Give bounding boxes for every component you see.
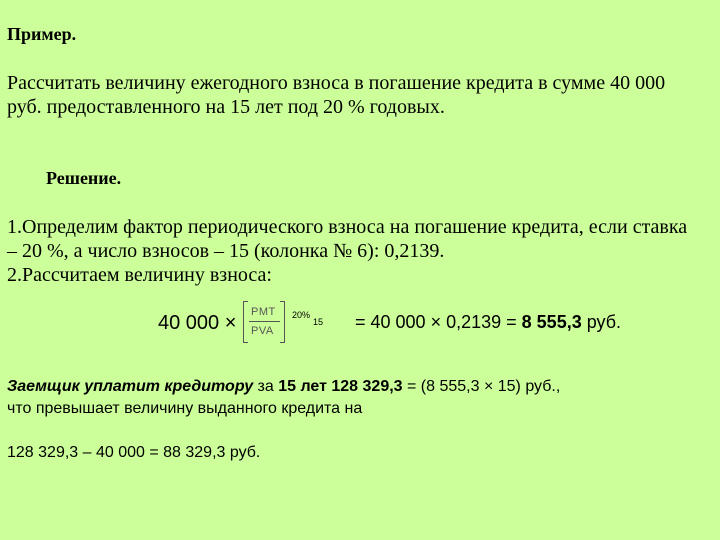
formula-lhs: 40 000 ×	[158, 312, 237, 334]
formula-fraction-denominator: PVA	[251, 325, 274, 337]
formula-rhs-suffix: руб.	[581, 312, 622, 332]
conclusion-connector: за	[253, 378, 279, 395]
conclusion-line-1	[7, 378, 560, 396]
step1-line-2: – 20 %, а число взносов – 15 (колонка № 6): 0,2139.	[7, 240, 445, 262]
formula-fraction-line	[249, 321, 280, 322]
overpayment-calculation: 128 329,3 – 40 000 = 88 329,3 руб.	[7, 444, 261, 461]
formula-rhs	[355, 312, 621, 333]
step1-line-1: 1.Определим фактор периодического взноса на погашение кредита, если ставка	[7, 216, 688, 238]
problem-statement-line-2: руб. предоставленного на 15 лет под 20 % годовых.	[7, 96, 445, 118]
conclusion-breakdown: = (8 555,3 × 15) руб.,	[402, 378, 561, 395]
slide-title: Пример.	[7, 24, 77, 44]
bracket-gap-bottom	[248, 341, 280, 344]
step2-line: 2.Рассчитаем величину взноса:	[7, 264, 272, 286]
solution-heading: Решение.	[46, 168, 122, 188]
conclusion-years-total: 15 лет 128 329,3	[278, 378, 403, 395]
formula-rhs-prefix: = 40 000 × 0,2139 =	[355, 312, 522, 332]
bracket-gap-top	[248, 299, 280, 302]
problem-statement-line-1: Рассчитать величину ежегодного взноса в погашение кредита в сумме 40 000	[7, 72, 666, 94]
conclusion-line-2: что превышает величину выданного кредита на	[7, 400, 363, 417]
formula-rate-superscript: 20%	[292, 310, 311, 320]
conclusion-emphasis: Заемщик уплатит кредитору	[7, 378, 254, 395]
formula-result: 8 555,3	[521, 312, 582, 332]
formula-fraction-numerator: PMT	[251, 306, 276, 318]
formula-periods-subscript: 15	[313, 317, 324, 327]
